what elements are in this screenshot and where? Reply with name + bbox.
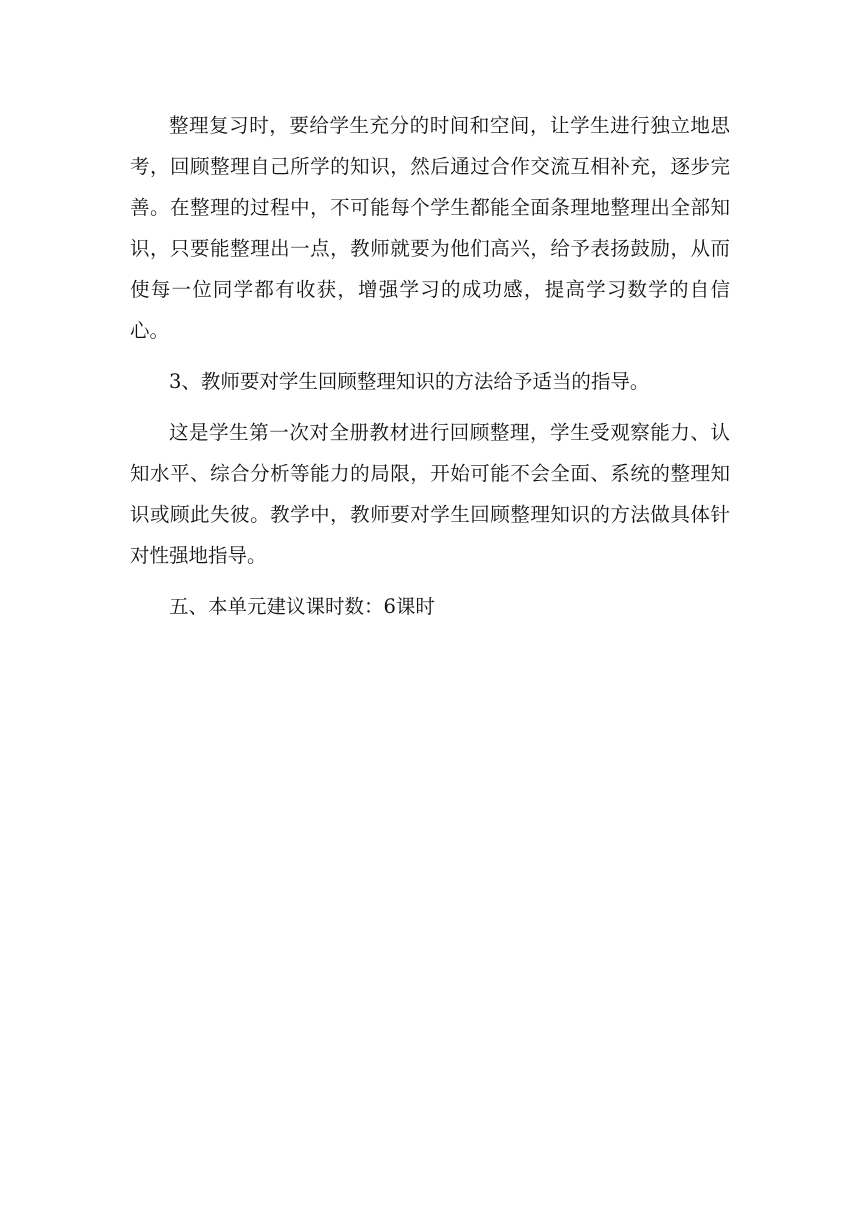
- paragraph-review-guidance: 整理复习时，要给学生充分的时间和空间，让学生进行独立地思考，回顾整理自己所学的知识，然后通过合作交流互相补充，逐步完善。在整理的过程中，不可能每个学生都能全面条理地整理出全部知识，只要能整理出一点，教师就要为他们高兴，给予表扬鼓励，从而使每一位同学都有收获，增强学习的成功感，提高学习数学的自信心。: [130, 114, 730, 342]
- paragraph-section-5-hours: 五、本单元建议课时数：6课时: [169, 595, 435, 618]
- document-body: [130, 105, 730, 627]
- paragraph-method-guidance: 这是学生第一次对全册教材进行回顾整理，学生受观察能力、认知水平、综合分析等能力的局限，开始可能不会全面、系统的整理知识或顾此失彼。教学中，教师要对学生回顾整理知识的方法做具体针对性强地指导。: [130, 421, 730, 567]
- paragraph-item-3-heading: 3、教师要对学生回顾整理知识的方法给予适当的指导。: [169, 370, 650, 393]
